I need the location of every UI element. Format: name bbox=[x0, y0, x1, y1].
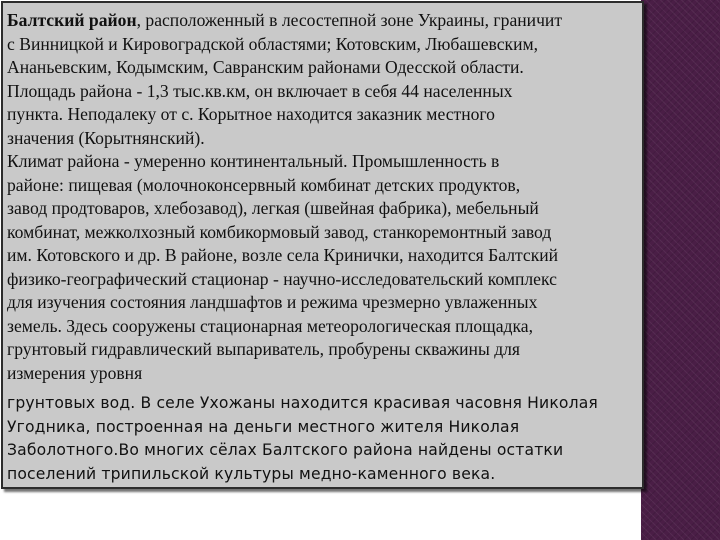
decorative-side-band bbox=[641, 0, 720, 540]
text-line-10: комбинат, межколхозный комбикормовый завод, станкоремонтный завод bbox=[7, 221, 552, 242]
text-line-8: районе: пищевая (молочноконсервный комбинат детских продуктов, bbox=[7, 174, 521, 195]
text-line-12: физико-географический стационар - научно-исследовательский комплекс bbox=[7, 268, 557, 289]
text-line-13: для изучения состояния ландшафтов и режима чрезмерно увлаженных bbox=[7, 292, 538, 312]
text-line-9: завод продтоваров, хлебозавод), легкая (швейная фабрика), мебельный bbox=[7, 198, 539, 218]
text-line-15: грунтовый гидравлический выпариватель, пробурены скважины для bbox=[7, 339, 521, 359]
text-line-19: Заболотного.Во многих сёлах Балтского района найдены остатки bbox=[7, 441, 564, 459]
text-line-11: им. Котовского и др. В районе, возле села Кринички, находится Балтский bbox=[7, 245, 559, 265]
text-line-20: поселений трипильской культуры медно-каменного века. bbox=[7, 464, 496, 483]
text-line-3: Ананьевским, Кодымским, Савранским районами Одесской области. bbox=[7, 57, 524, 77]
text-line-7: Климат района - умеренно континентальный. Промышленность в bbox=[7, 151, 500, 171]
text-line-14: земель. Здесь сооружены стационарная метеорологическая площадка, bbox=[7, 315, 533, 336]
text-line-6: значения (Корытнянский). bbox=[7, 127, 205, 148]
text-box bbox=[1, 1, 644, 489]
text-line-17: грунтовых вод. В селе Ухожаны находится красивая часовня Николая bbox=[7, 394, 598, 412]
lead-bold-text: Балтский район bbox=[7, 10, 137, 30]
text-line-1: Балтский район, расположенный в лесостепной зоне Украины, граничит bbox=[7, 10, 563, 30]
text-line-5: пункта. Неподалеку от с. Корытное находится заказник местного bbox=[7, 104, 495, 124]
text-line-16: измерения уровня bbox=[7, 362, 143, 383]
text-line-2: с Винницкой и Кировоградской областями; Котовским, Любашевским, bbox=[7, 33, 539, 54]
text-line-18: Угодника, построенная на деньги местного жителя Николая bbox=[7, 417, 520, 436]
text-line-4: Площадь района - 1,3 тыс.кв.км, он включает в себя 44 населенных bbox=[7, 80, 513, 101]
